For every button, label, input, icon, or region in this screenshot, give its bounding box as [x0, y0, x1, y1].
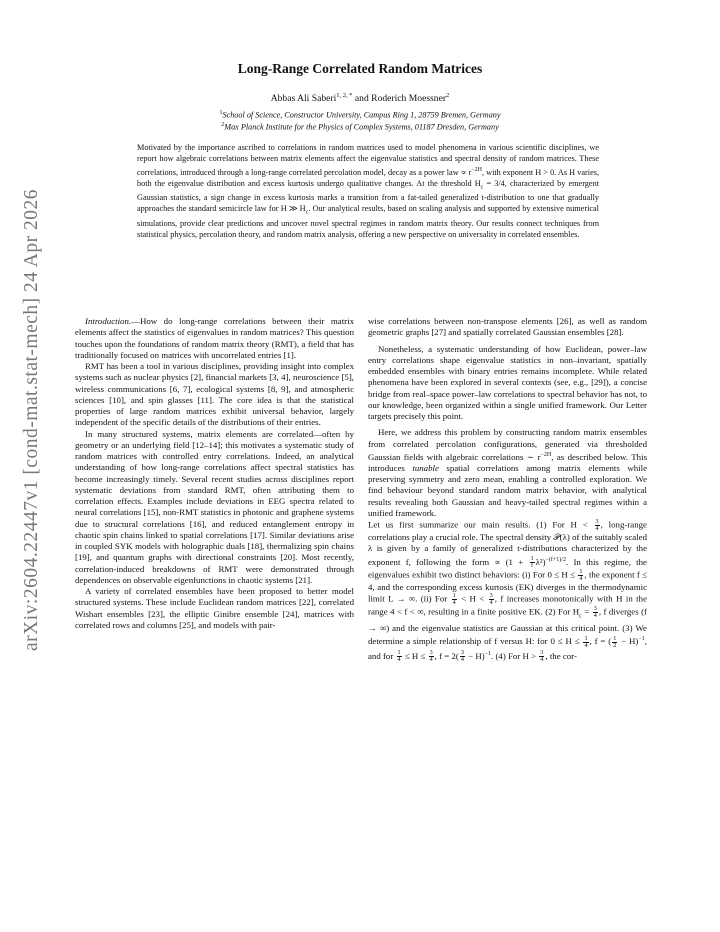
- abstract-exponent: −2H: [471, 166, 482, 173]
- fraction: $\frac{3}{4}$: [595, 518, 599, 533]
- paragraph-text: , the exponent f ≤ 4, and the corresponding excess kurtosis (EK) diverges in the thermodynamic limit L → ∞. (ii) For: [368, 569, 648, 604]
- paragraph-text: —How do long-range correlations between their matrix elements affect the statistics of eigenvalues in random matrices? This question touches upon the foundations of random matrix theory (RMT), a field that has traditionally focused on matrices with uncorrelated entries [1].: [75, 316, 354, 360]
- fraction: $\frac{1}{2}$: [613, 634, 617, 649]
- author-affiliation-marks: 1, 2, *: [336, 92, 353, 99]
- paragraph-text: , the cor-: [545, 650, 577, 661]
- abstract: [137, 143, 599, 241]
- fraction: $\frac{3}{4}$: [593, 605, 597, 620]
- abstract-text: Motivated by the importance ascribed to correlations in random matrices used to model phenomena in various scientific disciplines, we report how algebraic correlations between matrix elements affect the eigenvalue statistics and spectral density of random matrices. These correlations, introduced through a long-range correlated percolation model, decay as a power law ∝ r: [137, 143, 599, 177]
- left-column: [75, 316, 354, 631]
- affiliation-mark: 2: [221, 122, 225, 128]
- paragraph: [75, 316, 354, 361]
- abstract-text: = 3/4, characterized by emergent Gaussian statistics, a sign change in excess kurtosis marks a transition from a fat-tailed generalized t-distribution to one that gradually approaches the standard semicircle law for H ≫ H: [137, 178, 600, 214]
- author-list: [0, 92, 720, 104]
- affiliation-text: School of Science, Constructor University, Campus Ring 1, 28759 Bremen, Germany: [222, 110, 501, 120]
- paragraph: A variety of correlated ensembles have been proposed to better model structured systems. These include Euclidean random matrices [22], correlated Wishart ensembles [23], the elliptic Ginibre ensemble [24], matrices with correlated rows and columns [25], and models with pair-: [75, 586, 354, 630]
- section-heading: Introduction.: [85, 316, 132, 326]
- affiliation: [0, 110, 720, 120]
- paragraph-text: , and for: [368, 636, 647, 661]
- fraction: $\frac{1}{4}$: [452, 592, 456, 607]
- paragraph-text: . In this regime, the eigenvalues exhibit two distinct behaviors: (i) For 0 ≤ H ≤: [368, 556, 647, 580]
- paragraph-text: , f increases monotonically with H in the range 4 < f < ∞, resulting in a finite positive EK. (2) For H: [368, 593, 647, 617]
- arxiv-identifier: [14, 150, 50, 690]
- arxiv-identifier-text: arXiv:2604.22447v1 [cond-mat.stat-mech] 24 Apr 2026: [21, 189, 42, 651]
- paragraph-text: , as described below. This introduces: [368, 451, 648, 473]
- paragraph-text: − H): [465, 650, 485, 661]
- paragraph-text: =: [581, 606, 592, 617]
- abstract-subscript: c: [305, 209, 309, 216]
- paragraph-text: λ²): [535, 556, 546, 567]
- paper-title: Long-Range Correlated Random Matrices: [237, 61, 483, 76]
- abstract-subscript: c: [480, 184, 484, 191]
- paragraph-text: spatial correlations among matrix elements while preserving symmetry and zero mean, enabling a controlled exploration. We find behaviour beyond standard random matrix behavior, with analytical results revealing both Gaussian and heavy-tailed spectral regimes within a unified framework.: [368, 462, 647, 518]
- author-affiliation-marks: 2: [446, 92, 450, 99]
- paragraph: wise correlations between non-transpose elements [26], as well as random geometric graphs [27] and spatially correlated Gaussian ensembles [28].: [368, 316, 647, 338]
- paragraph-text: Let us first summarize our main results. (1) For H <: [368, 519, 594, 530]
- paragraph-text: Here, we address this problem by constructing random matrix ensembles from correlated percolation configurations, generated via thresholded Gaussian fields with algebraic correlations ∼ r: [368, 427, 647, 462]
- fraction: $\frac{3}{4}$: [429, 648, 433, 663]
- paragraph-text: , f diverges (f → ∞) and the eigenvalue statistics are Gaussian at this critical point. (3) We determine a simple relationship of f versus H: for 0 ≤ H ≤: [368, 606, 647, 647]
- paragraph: [368, 427, 647, 519]
- fraction: $\frac{1}{4}$: [579, 568, 583, 583]
- fraction: $\frac{1}{4}$: [397, 648, 401, 663]
- paragraph-text: ≤ H ≤: [402, 650, 428, 661]
- fraction: $\frac{1}{f}$: [530, 555, 534, 570]
- exponent: −2H: [540, 451, 552, 458]
- fraction: $\frac{1}{4}$: [584, 634, 588, 649]
- fraction: $\frac{3}{4}$: [460, 648, 464, 663]
- paragraph-text: < H <: [457, 593, 488, 604]
- right-column: [368, 316, 647, 663]
- affiliation-mark: 1: [219, 110, 223, 116]
- paragraph: In many structured systems, matrix elements are correlated—often by geometry or an underlying field [12–14]; this motivates a systematic study of random matrices with controlled entry correlations. Indeed, an analytical understanding of how long-range correlations affect spectral statistics has become increasingly timely. Several recent studies across disciplines report systematic deviations from standard RMT, often attributing them to correlation effects. Examples include deviations in EEG spectra related to neural correlations [15], non-RMT statistics in photonic and graphene systems due to structural correlations [16], and reduced entanglement entropy in chaotic spin chains linked to spatial correlations [17]. Similar deviations arise in coupled SYK models with holographic duals [18], thermalizing spin chains [19], and quantum graphs with directional constraints [20]. Most recently, correlation-induced breakdowns of RMT were demonstrated through dependences on observable eigenfunctions in chaotic systems [21].: [75, 428, 354, 585]
- exponent: −1: [484, 650, 492, 657]
- author-name: Roderich Moessner: [371, 93, 447, 105]
- abstract-text: , with exponent H > 0. As H varies, both the eigenvalue distribution and excess kurtosis undergo qualitative changes. At the threshold H: [137, 167, 600, 188]
- fraction: $\frac{3}{4}$: [489, 592, 493, 607]
- emphasis: tunable: [412, 462, 439, 473]
- paragraph-text: , f = (: [589, 636, 612, 647]
- paragraph: RMT has been a tool in various disciplines, providing insight into complex systems such as nuclear physics [2], financial markets [3, 4], neuroscience [5], wireless communications [6, 7], ecological systems [8, 9], and atmospheric sciences [10], and spin glasses [11]. The core idea is that the statistical properties of large random matrices exhibit universal behavior, largely independent of the specific details of the distributions of their entries.: [75, 361, 354, 428]
- author-name: Abbas Ali Saberi: [270, 93, 337, 105]
- exponent: −1: [638, 636, 645, 643]
- abstract-text: . Our analytical results, based on scaling analysis and supported by extensive numerical simulations, provide clear predictions and uncover novel spectral regimes in random matrix theory. Our results connect techniques from statistical physics, percolation theory, and random matrix analysis, offering a new perspective on universality in correlated ensembles.: [137, 204, 599, 239]
- fraction: $\frac{3}{4}$: [540, 648, 544, 663]
- author-conjunction: and: [354, 93, 369, 105]
- paragraph: Nonetheless, a systematic understanding of how Euclidean, power–law entry correlations shape eigenvalue statistics in non–invariant, spatially embedded ensembles with binary entries remains incomplete. While related phenomena have been explored in several contexts (see, e.g., [29]), a concise bridge from real–space power–law correlations to spectral behavior has not, to our knowledge, been organized within a single unified framework. Our Letter targets precisely this point.: [368, 343, 647, 421]
- paragraph-text: . (4) For H >: [491, 650, 539, 661]
- paragraph-text: , long-range correlations play a crucial role. The spectral density 𝒫(λ) of the suitably scaled λ is given by a family of generalized t-distributions characterized by the exponent f, following the form ∝ (1 +: [368, 519, 647, 567]
- paragraph-text: − H): [618, 636, 639, 647]
- affiliation: [0, 122, 720, 132]
- paragraph-text: , f = 2(: [434, 650, 459, 661]
- exponent: −(f+1)/2: [545, 556, 566, 563]
- paragraph: Let us first summarize our main results. (1) For H < $\frac{3}{4}$ , long-range correlations play a crucial role. The spectral density 𝒫(λ) of the suitably scaled λ is given by a family of generalized t-distributions characterized by the exponent f, following the form ∝ (1 + $\frac{1}{f}$ λ²)$^{-(f+1)/2}$. In this regime, the eigenvalues exhibit two distinct behaviors: (i) For 0 ≤ H ≤ $\frac{1}{4}$ , the exponent f ≤ 4, and the corresponding excess kurtosis (EK) diverges in the thermodynamic limit L → ∞. (ii) For $\frac{1}{4}$ < H < $\frac{3}{4}$ , f increases monotonically with H in the range 4 < f < ∞, resulting in a finite positive EK. (2) For $H_c$ = $\frac{3}{4}$ , f diverges (f → ∞) and the eigenvalue statistics are Gaussian at this critical point. (3) We determine a simple relationship of f versus H: for 0 ≤ H ≤ $\frac{1}{4}$ , f = ( $\frac{1}{2}$ − H)$^{-1}$, and for $\frac{1}{4}$ ≤ H ≤ $\frac{3}{4}$ , f = 2( $\frac{3}{4}$ − H)$^{-1}$. (4) For H > $\frac{3}{4}$ , the cor-: [368, 518, 648, 663]
- affiliation-text: Max Planck Institute for the Physics of Complex Systems, 01187 Dresden, Germany: [224, 122, 499, 132]
